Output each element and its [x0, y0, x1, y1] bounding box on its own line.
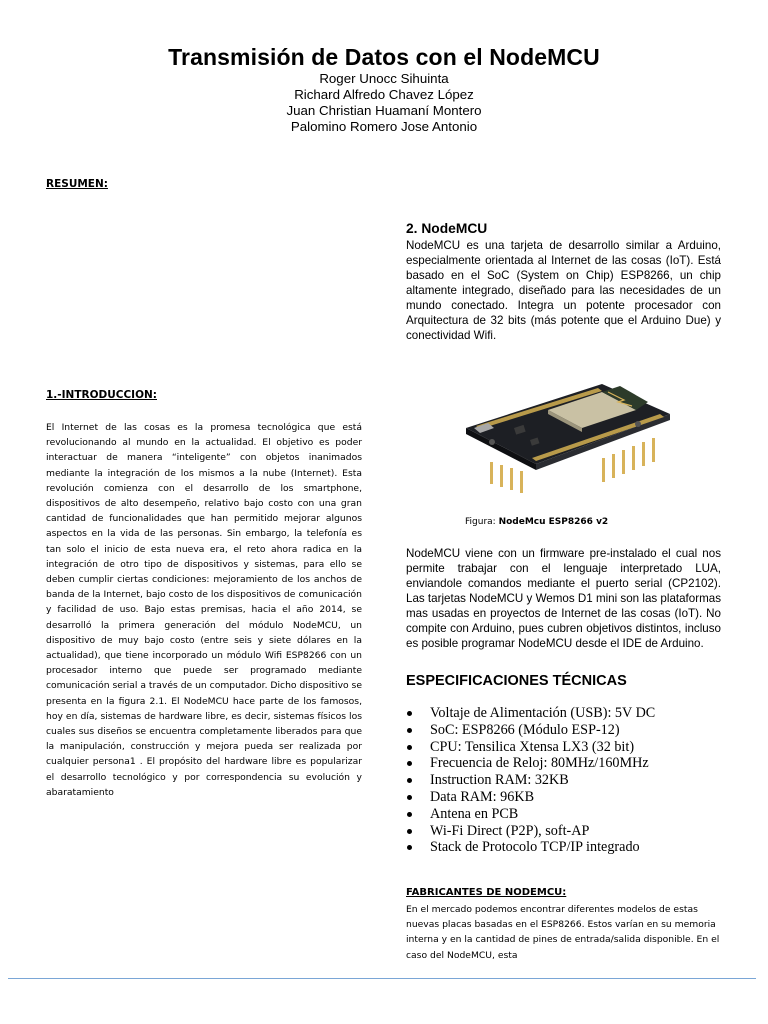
- figure-caption: [465, 517, 608, 527]
- list-item: [406, 705, 726, 722]
- bullet-icon: [407, 812, 412, 817]
- bullet-icon: [407, 745, 412, 750]
- author-name: Roger Unocc Sihuinta: [319, 71, 449, 86]
- resumen-heading: RESUMEN:: [46, 178, 108, 190]
- bullet-icon: [407, 829, 412, 834]
- author-name: Richard Alfredo Chavez López: [294, 87, 474, 102]
- spec-item-text: Stack de Protocolo TCP/IP integrado: [430, 839, 640, 856]
- footer-divider: [8, 978, 756, 979]
- fabricantes-paragraph: En el mercado podemos encontrar diferentes modelos de estas nuevas placas basadas en el ESP8266. Estos varían en su memoria interna y en la cantidad de pines de entrada/salida disponible. En el caso del NodeMCU, esta: [406, 904, 720, 961]
- specs-list: [406, 705, 726, 856]
- spec-item-text: Instruction RAM: 32KB: [430, 772, 569, 789]
- intro-paragraph: El Internet de las cosas es la promesa tecnológica que está revolucionando al mundo en la actualidad. El objetivo es poder interactuar de manera “inteligente” con objetos inanimados mediante la integración de los mismos a la nube (Internet). Esta revolución comienza con el desarrollo de los smartphone, dispositivos de alto desempeño, relativo bajo costo con una gran cantidad de funcionalidades que han permitido mejorar algunos aspectos en la vida de las personas. Sin embargo, la telefonía es tan solo el inicio de esta nueva era, el reto ahora radica en la integración de otro tipo de dispositivos y sistemas, para ello se deben cumplir ciertas condiciones: mejoramiento de los anchos de banda de la Internet, bajo costo de los dispositivos de comunicación y facilidad de uso. Bajo estas premisas, hacia el año 2014, se desarrolló la primera generación del módulo NodeMCU, un dispositivo de muy bajo costo (entre seis y siete dólares en la actualidad), que tiene incorporado un módulo Wifi ESP8266 con un procesador interno que puede ser programado mediante comunicación serial a través de un computador. Dicho dispositivo se presenta en la figura 2.1. El NodeMCU hace parte de los famosos, hoy en día, sistemas de hardware libre, es decir, sistemas físicos los cuales sus diseños se encuentra completamente liberados para que la manipulación, construcción y mejora pueda ser realizada por cualquier persona1 . El propósito del hardware libre es popularizar el desarrollo tecnológico y por correspondencia su evolución y abaratamiento: [46, 422, 362, 798]
- paper-title: Transmisión de Datos con el NodeMCU: [168, 44, 600, 70]
- spec-item-text: Voltaje de Alimentación (USB): 5V DC: [430, 705, 656, 721]
- figure-caption-prefix: Figura:: [465, 517, 499, 527]
- bullet-icon: [407, 845, 412, 850]
- list-item: [406, 772, 726, 789]
- list-item: [406, 739, 726, 756]
- spec-item-text: Frecuencia de Reloj: 80MHz/160MHz: [430, 755, 649, 772]
- bullet-icon: [407, 795, 412, 800]
- nodemcu-heading: 2. NodeMCU: [406, 221, 488, 236]
- intro-heading: 1.-INTRODUCCION:: [46, 389, 157, 401]
- bullet-icon: [407, 728, 412, 733]
- fabricantes-heading: FABRICANTES DE NODEMCU:: [406, 887, 567, 898]
- spec-item-text: CPU: Tensilica Xtensa LX3 (32 bit): [430, 738, 635, 755]
- nodemcu-paragraph: NodeMCU es una tarjeta de desarrollo similar a Arduino, especialmente orientada al Internet de las cosas (IoT). Está basado en el SoC (System on Chip) ESP8266, un chip altamente integrado, diseñado para las necesidades de un mundo conectado. Integra un potente procesador con Arquitectura de 32 bits (más potente que el Arduino Due) y conectividad Wifi.: [406, 239, 721, 342]
- figure-caption-title: NodeMcu ESP8266 v2: [498, 517, 609, 527]
- nodemcu-board-image: [452, 366, 682, 494]
- list-item: [406, 806, 726, 823]
- specs-heading: ESPECIFICACIONES TÉCNICAS: [406, 673, 627, 689]
- list-item: [406, 722, 726, 739]
- bullet-icon: [407, 711, 412, 716]
- nodemcu-paragraph-2: NodeMCU viene con un firmware pre-instalado el cual nos permite trabajar con el lenguaje interpretado LUA, enviandole comandos mediante el puerto serial (CP2102). Las tarjetas NodeMCU y Wemos D1 mini son las plataformas mas usadas en proyectos de Internet de las cosas (IoT). No compite con Arduino, pues cubren objetivos distintos, incluso es posible programar NodeMCU desde el IDE de Arduino.: [406, 547, 721, 650]
- author-list: [0, 71, 768, 135]
- spec-item-text: SoC: ESP8266 (Módulo ESP-12): [430, 721, 620, 738]
- spec-item-text: Data RAM: 96KB: [430, 788, 535, 805]
- author-name: Juan Christian Huamaní Montero: [286, 103, 482, 118]
- author-name: Palomino Romero Jose Antonio: [290, 119, 478, 134]
- bullet-icon: [407, 778, 412, 783]
- spec-item-text: Antena en PCB: [430, 805, 519, 822]
- list-item: [406, 789, 726, 806]
- list-item: [406, 839, 726, 856]
- list-item: [406, 755, 726, 772]
- spec-item-text: Wi-Fi Direct (P2P), soft-AP: [430, 822, 590, 839]
- bullet-icon: [407, 761, 412, 766]
- list-item: [406, 823, 726, 840]
